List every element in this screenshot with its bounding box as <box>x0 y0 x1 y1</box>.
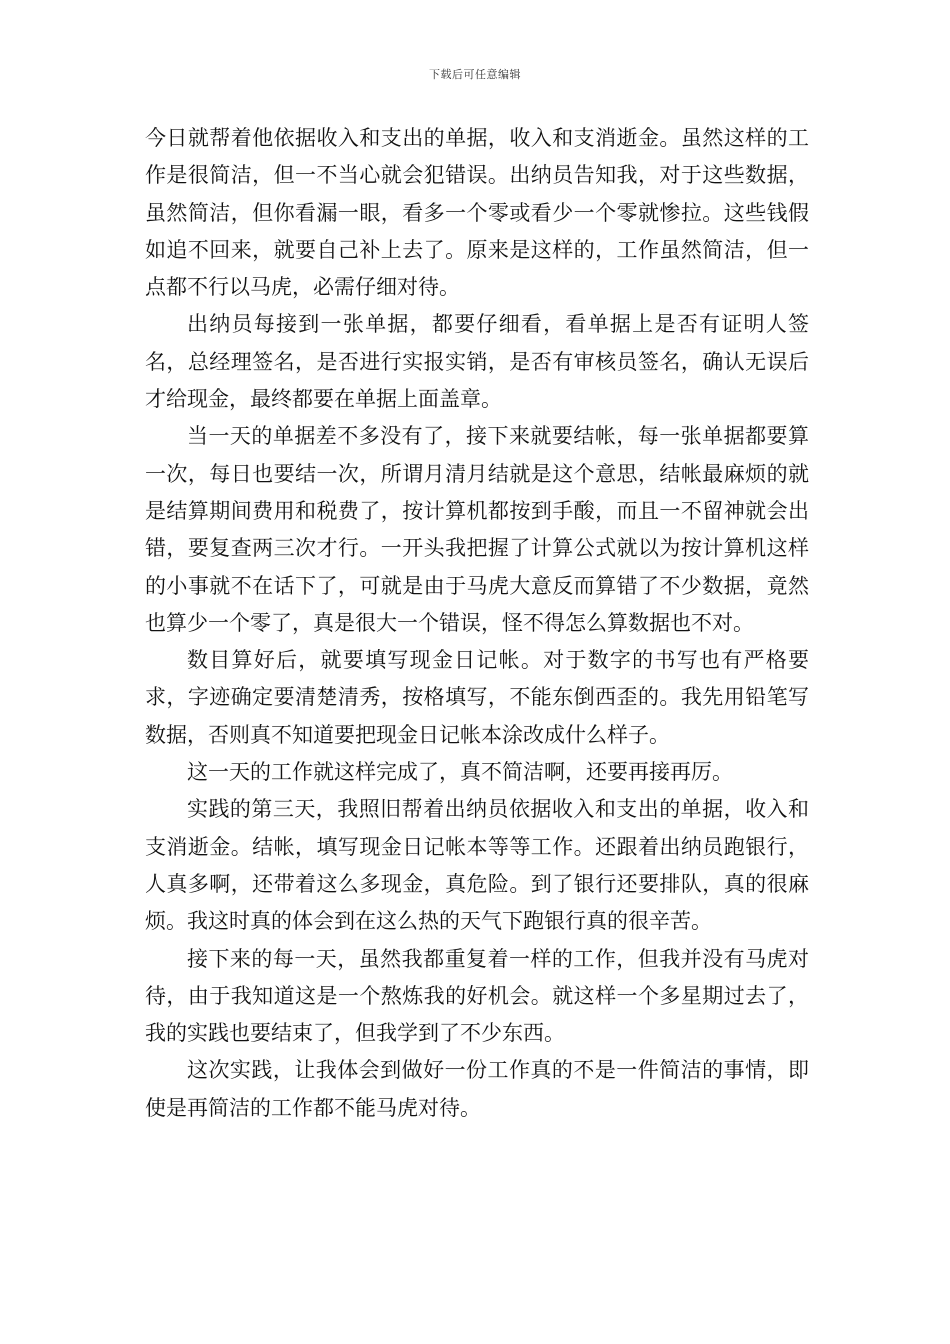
paragraph-8: 这次实践，让我体会到做好一份工作真的不是一件简洁的事情，即使是再简洁的工作都不能马虎对待。 <box>145 1058 809 1120</box>
paragraph-1: 今日就帮着他依据收入和支出的单据，收入和支消逝金。虽然这样的工作是很简洁，但一不当心就会犯错误。出纳员告知我，对于这些数据，虽然简洁，但你看漏一眼，看多一个零或看少一个零就惨拉。这些钱假如追不回来，就要自己补上去了。原来是这样的，工作虽然简洁，但一点都不行以马虎，必需仔细对待。 <box>145 126 809 300</box>
paragraph-5: 这一天的工作就这样完成了，真不简洁啊，还要再接再厉。 <box>187 760 733 785</box>
document-body <box>145 120 809 1127</box>
paragraph-4: 数目算好后，就要填写现金日记帐。对于数字的书写也有严格要求，字迹确定要清楚清秀，按格填写，不能东倒西歪的。我先用铅笔写数据，否则真不知道要把现金日记帐本涂改成什么样子。 <box>145 648 809 747</box>
page-header-note: 下载后可任意编辑 <box>429 68 521 81</box>
paragraph-2: 出纳员每接到一张单据，都要仔细看，看单据上是否有证明人签名，总经理签名，是否进行实报实销，是否有审核员签名，确认无误后才给现金，最终都要在单据上面盖章。 <box>145 312 809 412</box>
paragraph-3: 当一天的单据差不多没有了，接下来就要结帐，每一张单据都要算一次，每日也要结一次，所谓月清月结就是这个意思，结帐最麻烦的就是结算期间费用和税费了，按计算机都按到手酸，而且一不留神就会出错，要复查两三次才行。一开头我把握了计算公式就以为按计算机这样的小事就不在话下了，可就是由于马虎大意反而算错了不少数据，竟然也算少一个零了，真是很大一个错误，怪不得怎么算数据也不对。 <box>145 424 809 635</box>
paragraph-6: 实践的第三天，我照旧帮着出纳员依据收入和支出的单据，收入和支消逝金。结帐，填写现金日记帐本等等工作。还跟着出纳员跑银行，人真多啊，还带着这么多现金，真危险。到了银行还要排队，真的很麻烦。我这时真的体会到在这么热的天气下跑银行真的很辛苦。 <box>145 797 809 934</box>
paragraph-7: 接下来的每一天，虽然我都重复着一样的工作，但我并没有马虎对待，由于我知道这是一个熬炼我的好机会。就这样一个多星期过去了，我的实践也要结束了，但我学到了不少东西。 <box>145 946 809 1046</box>
